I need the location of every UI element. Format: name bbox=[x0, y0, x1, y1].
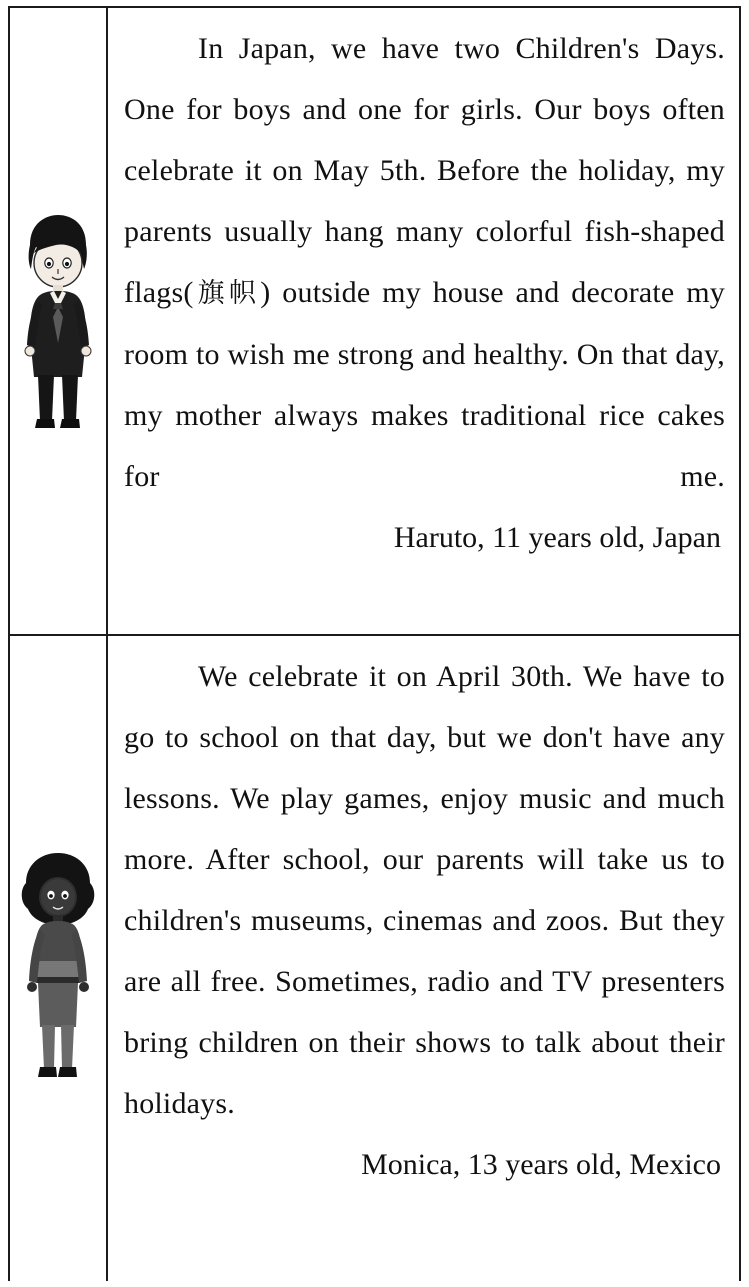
illustration-cell-mexico bbox=[10, 636, 108, 1281]
passage-body-japan bbox=[124, 18, 725, 507]
girl-with-curly-hair-illustration bbox=[10, 849, 106, 1079]
table-row bbox=[10, 636, 739, 1281]
table-row bbox=[10, 8, 739, 636]
boy-in-suit-illustration bbox=[10, 209, 106, 439]
passage-body-japan-cjk: 旗帜 bbox=[193, 278, 261, 309]
passage-table bbox=[8, 6, 741, 1281]
passage-body-japan-part1: In Japan, we have two Children's Days. One for boys and one for girls. Our boys often celebrate it on May 5th. Before the holiday, my parents usually hang many colorful fish-shaped flags( bbox=[124, 32, 725, 309]
passage-signature-mexico: Monica, 13 years old, Mexico bbox=[361, 1148, 721, 1181]
passage-body-japan-part2: ) outside my house and decorate my room to wish me strong and healthy. On that day, my mother always makes traditional rice cakes for me. bbox=[124, 276, 726, 493]
passage-body-mexico: We celebrate it on April 30th. We have to go to school on that day, but we don't have any lessons. We play games, enjoy music and much more. After school, our parents will take us to children's museums, cinemas and zoos. But they are all free. Sometimes, radio and TV presenters bring children on their shows to talk about their holidays. bbox=[124, 660, 725, 1120]
passage-signature-japan: Haruto, 11 years old, Japan bbox=[393, 521, 721, 554]
passage-cell-mexico bbox=[108, 636, 739, 1281]
illustration-cell-japan bbox=[10, 8, 108, 634]
passage-cell-japan bbox=[108, 8, 739, 634]
